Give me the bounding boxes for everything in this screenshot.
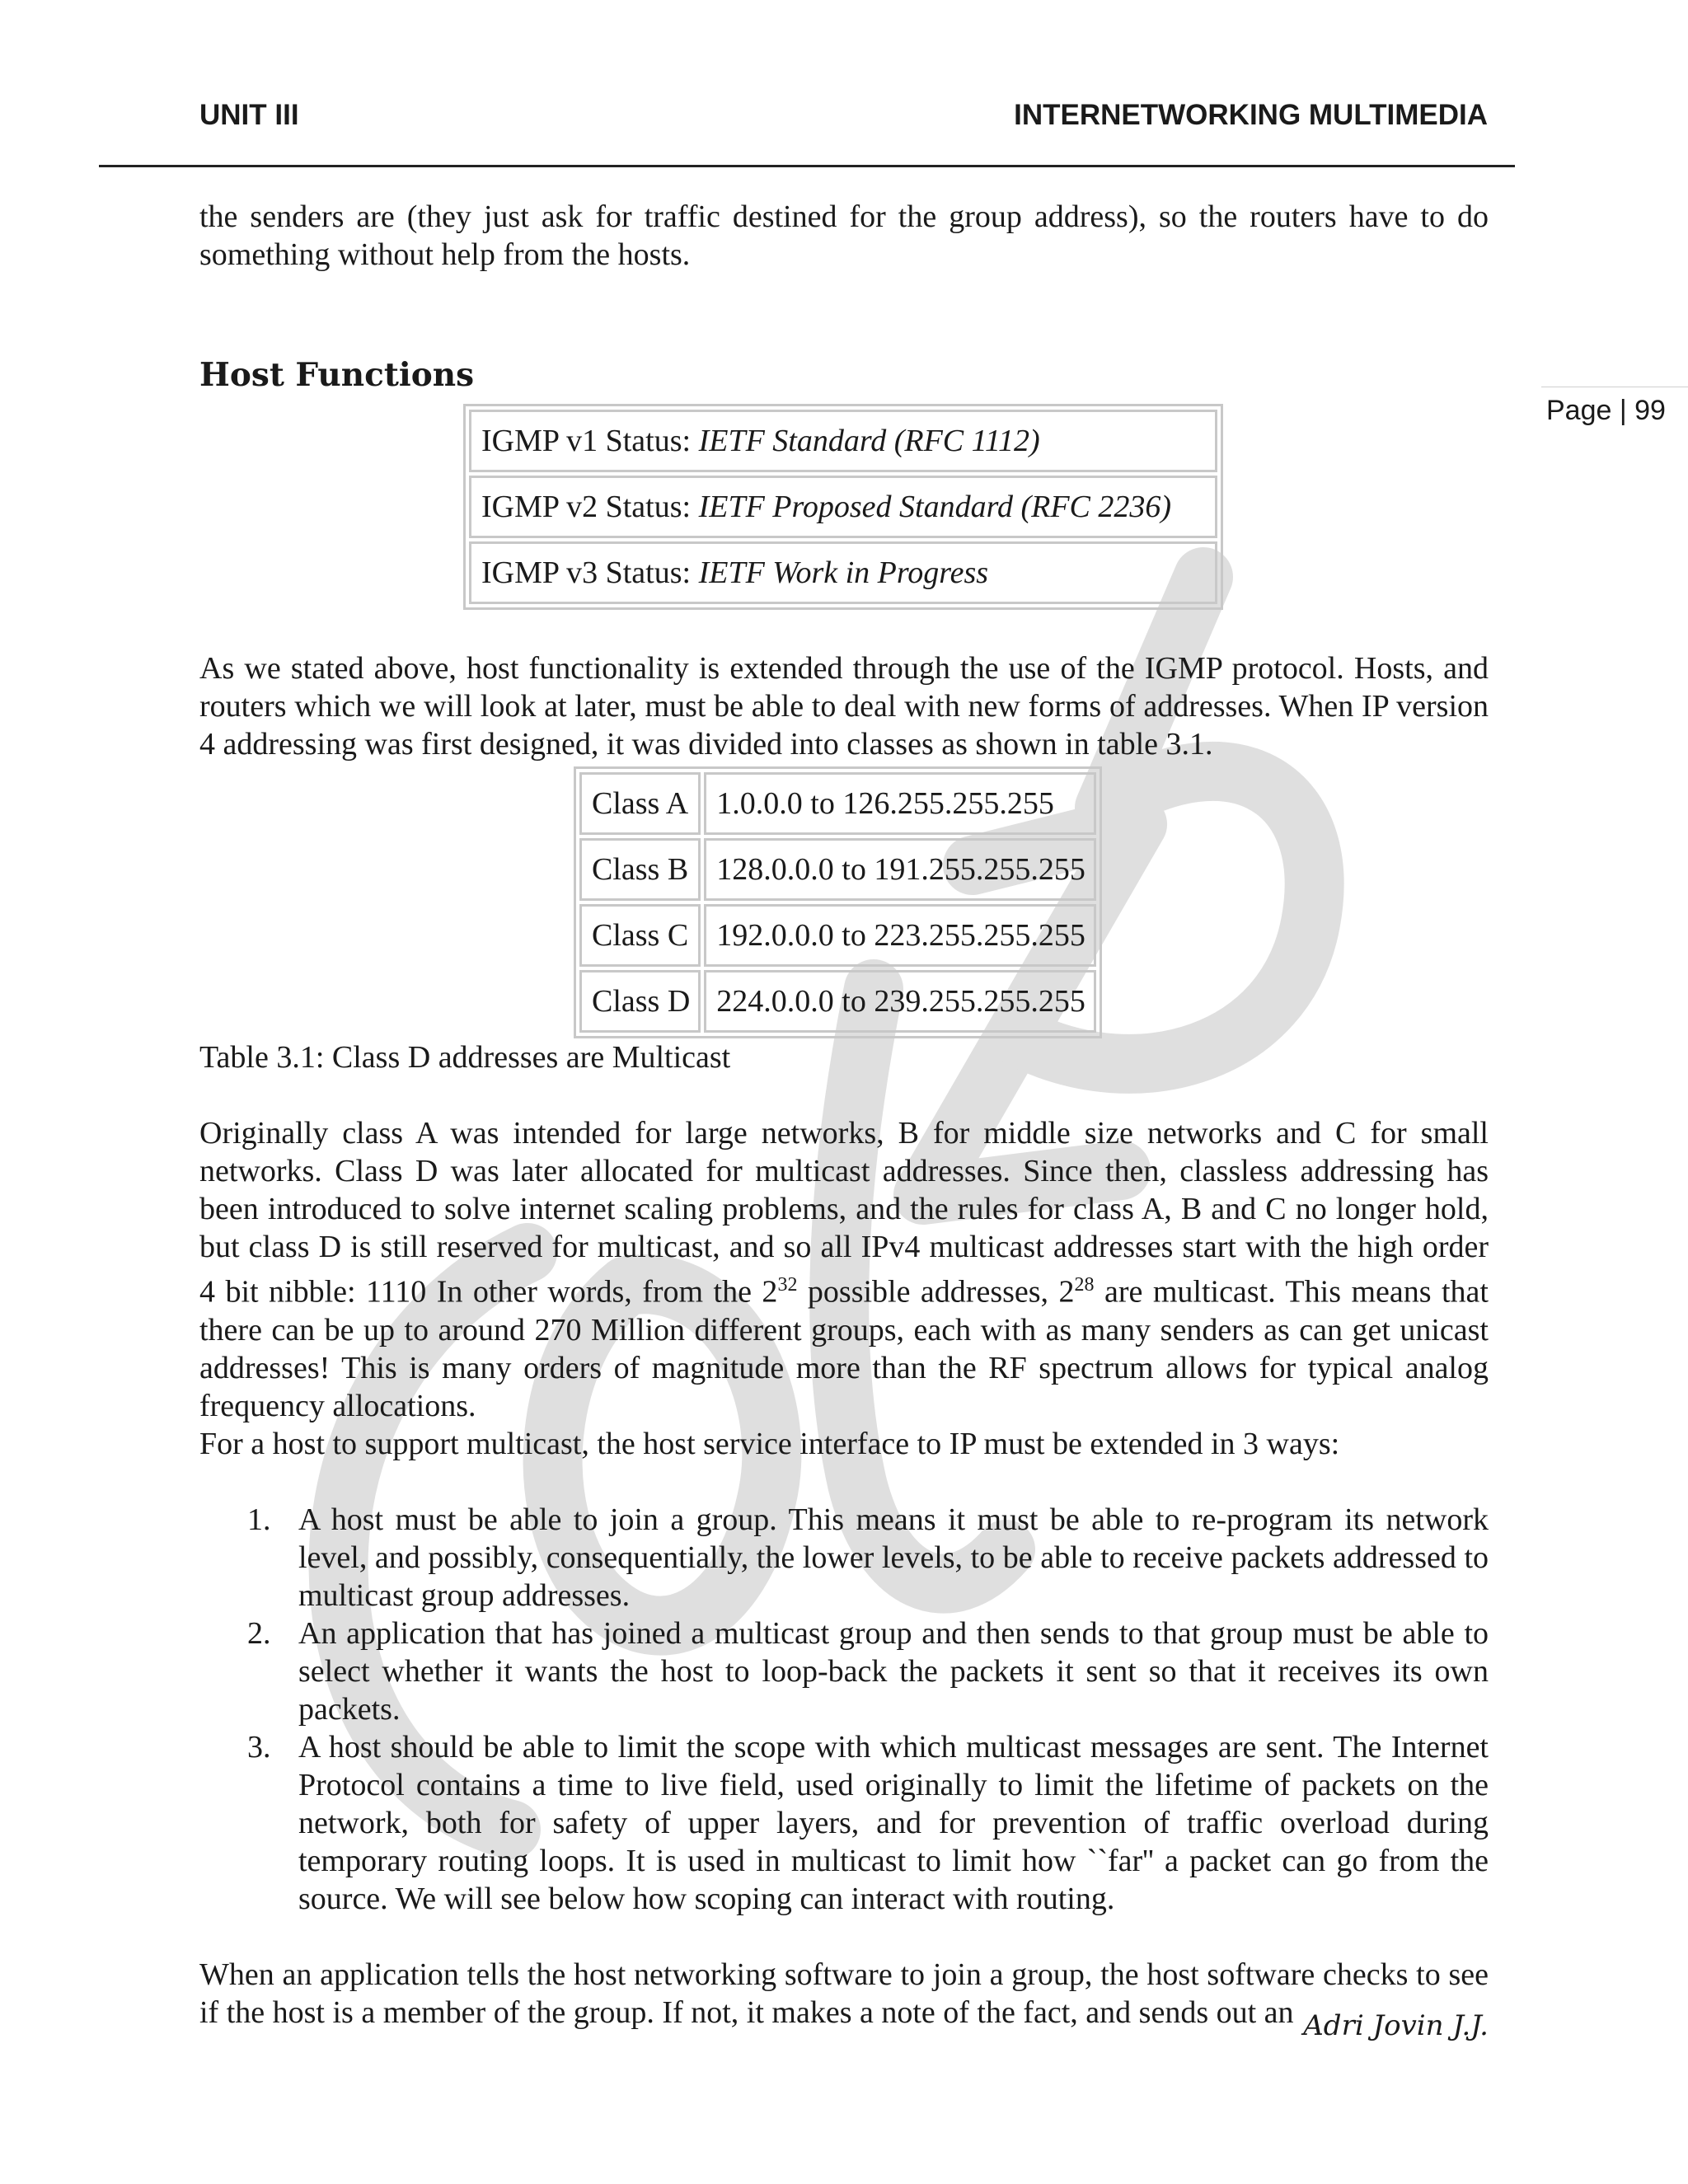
igmp-cell	[469, 476, 1217, 538]
classes-paragraph: As we stated above, host functionality is extended through the use of the IGMP protocol. Hosts, and routers which we will look at later, must be able to deal with new forms of addresses. When IP version 4 addressing was first designed, it was divided into classes as shown in table 3.1.	[199, 651, 1489, 762]
text-run: are multicast. This means that there can be up to around 270 Million different groups, each with as many senders as can get unicast addresses! This is many orders of magnitude more than the RF spectrum allows for typical analog frequency allocations.	[199, 1274, 1489, 1423]
list-number: 3.	[247, 1729, 271, 1765]
originally-paragraph	[199, 1114, 1489, 1425]
igmp-status: IETF Work in Progress	[698, 555, 989, 590]
table-row	[579, 904, 1096, 967]
text-run: possible addresses, 2	[797, 1274, 1075, 1310]
igmp-status-table	[463, 404, 1223, 610]
igmp-label: IGMP v2 Status:	[481, 490, 699, 524]
class-range-cell: 128.0.0.0 to 191.255.255.255	[704, 838, 1096, 901]
class-range-cell: 192.0.0.0 to 223.255.255.255	[704, 904, 1096, 967]
igmp-cell	[469, 410, 1217, 472]
table-row	[469, 476, 1217, 538]
table-row	[579, 838, 1096, 901]
ip-class-table	[574, 766, 1102, 1038]
final-paragraph: When an application tells the host networking software to join a group, the host software checks to see if the host is a member of the group. If not, it makes a note of the fact, and sends out an	[199, 1957, 1489, 2030]
table-row	[579, 772, 1096, 835]
requirements-list	[199, 1501, 1489, 1918]
table-caption: Table 3.1: Class D addresses are Multicast	[199, 1040, 731, 1075]
page-content	[199, 198, 1489, 2032]
class-range-cell: 224.0.0.0 to 239.255.255.255	[704, 970, 1096, 1033]
list-text: An application that has joined a multicast group and then sends to that group must be able to select whether it wants the host to loop-back the packets it sent so that it receives its own packets.	[298, 1615, 1489, 1727]
class-name-cell: Class B	[579, 838, 701, 901]
author-signature: Adri Jovin J.J.	[1303, 2009, 1489, 2042]
list-item	[199, 1728, 1489, 1918]
table-row	[579, 970, 1096, 1033]
igmp-label: IGMP v1 Status:	[481, 424, 699, 458]
class-name-cell: Class A	[579, 772, 701, 835]
text-run: Originally class A was intended for large networks, B for middle size networks and C for small networks. Class D was later allocated for multicast addresses. Since then, classless addressing has been introduced to solve internet scaling problems, and the rules for class A, B and C no longer hold, but class D is still reserved for multicast, and so all IPv4 multicast addresses start with the high order 4 bit nibble: 1110 In other words, from the 2	[199, 1116, 1489, 1310]
igmp-cell	[469, 541, 1217, 604]
table-row	[469, 541, 1217, 604]
list-item	[199, 1501, 1489, 1615]
table-row	[469, 410, 1217, 472]
header-title: INTERNETWORKING MULTIMEDIA	[1014, 99, 1488, 131]
superscript: 32	[777, 1274, 798, 1296]
igmp-status: IETF Proposed Standard (RFC 2236)	[698, 490, 1172, 524]
list-number: 2.	[247, 1615, 271, 1651]
class-range-cell: 1.0.0.0 to 126.255.255.255	[704, 772, 1096, 835]
class-name-cell: Class C	[579, 904, 701, 967]
list-item	[199, 1615, 1489, 1728]
page-number: Page | 99	[1546, 395, 1666, 426]
igmp-status: IETF Standard (RFC 1112)	[698, 424, 1040, 458]
class-name-cell: Class D	[579, 970, 701, 1033]
extended-paragraph: For a host to support multicast, the host service interface to IP must be extended in 3 ways:	[199, 1426, 1340, 1461]
list-text: A host must be able to join a group. This means it must be able to re-program its network level, and possibly, consequentially, the lower levels, to be able to receive packets addressed to multicast group addresses.	[298, 1502, 1489, 1613]
section-heading: Host Functions	[199, 356, 475, 394]
list-text: A host should be able to limit the scope with which multicast messages are sent. The Internet Protocol contains a time to live field, used originally to limit the lifetime of packets on the network, both for safety of upper layers, and for prevention of traffic overload during temporary routing loops. It is used in multicast to limit how ``far'' a packet can go from the source. We will see below how scoping can interact with routing.	[298, 1729, 1489, 1916]
list-number: 1.	[247, 1502, 271, 1537]
igmp-label: IGMP v3 Status:	[481, 555, 699, 590]
intro-paragraph: the senders are (they just ask for traffic destined for the group address), so the routers have to do something without help from the hosts.	[199, 199, 1489, 272]
header-divider	[99, 165, 1515, 167]
header-unit: UNIT III	[199, 99, 299, 131]
superscript: 28	[1074, 1274, 1095, 1296]
